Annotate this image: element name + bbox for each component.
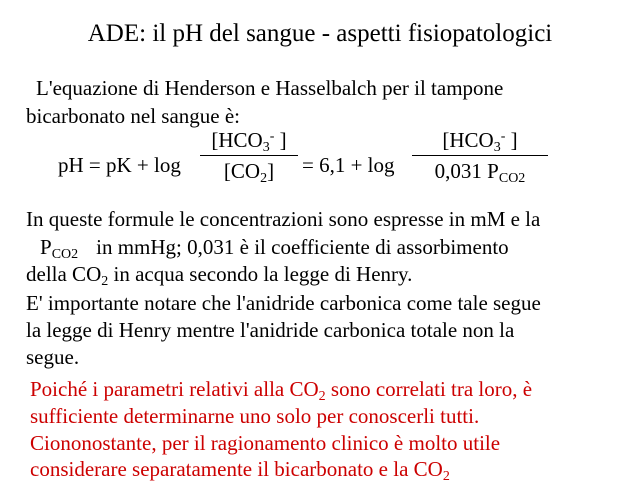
equation-lhs: pH = pK + log	[58, 153, 181, 177]
para2-line-3: della $CO_2$ in acqua secondo la legge di Henry.	[26, 262, 413, 289]
fraction-1	[200, 128, 298, 184]
para4-line-3: Ciononostante, per il ragionamento clinico è molto utile	[30, 431, 501, 455]
fraction-1-numerator: [$HCO_3^-$ ]	[211, 128, 287, 155]
fraction-2	[412, 128, 548, 184]
para3-line-3: segue.	[26, 345, 80, 369]
para2-line-1: In queste formule le concentrazioni sono espresse in mM e la	[26, 207, 541, 231]
slide-title: ADE: il pH del sangue - aspetti fisiopatologici	[87, 20, 553, 47]
equation-middle: = 6,1 + log	[302, 153, 395, 177]
para3-line-1: E' importante notare che l'anidride carbonica come tale segue	[26, 291, 541, 315]
fraction-2-bar	[412, 155, 548, 156]
para3-line-2: la legge di Henry mentre l'anidride carbonica totale non la	[26, 318, 515, 342]
para4-line-4: considerare separatamente il bicarbonato e la $CO_2$	[30, 457, 450, 484]
fraction-2-denominator: 0,031 $P_{CO2}$	[434, 159, 526, 186]
fraction-1-denominator: $[CO_2]$	[223, 159, 275, 186]
intro-line-2: bicarbonato nel sangue è:	[26, 104, 240, 128]
intro-line-1: L'equazione di Henderson e Hasselbalch per il tampone	[36, 76, 504, 100]
fraction-2-numerator: [$HCO_3^-$ ]	[442, 128, 518, 155]
para4-line-1: Poiché i parametri relativi alla $CO_2$ sono correlati tra loro, è	[30, 377, 533, 404]
fraction-1-bar	[200, 155, 298, 156]
para4-line-2: sufficiente determinarne uno solo per conoscerli tutti.	[30, 404, 480, 428]
para2-line-2: $P_{CO2}$ in mmHg; 0,031 è il coefficiente di assorbimento	[40, 235, 509, 262]
